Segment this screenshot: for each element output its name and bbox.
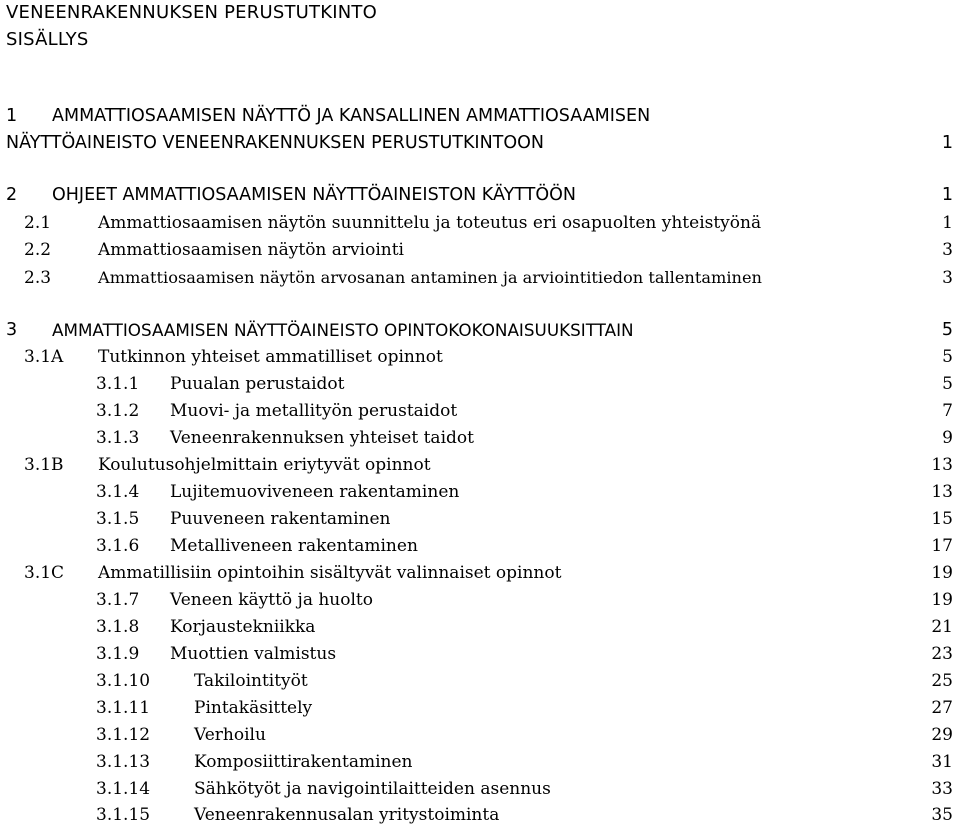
toc-entry-number: 3.1.10 bbox=[96, 671, 151, 691]
toc-entry-title: Tutkinnon yhteiset ammatilliset opinnot bbox=[98, 347, 443, 367]
toc-entry-page: 19 bbox=[931, 590, 953, 610]
toc-entry-title: AMMATTIOSAAMISEN NÄYTTÖAINEISTO OPINTOKOKONAISUUKSITTAIN bbox=[52, 320, 634, 340]
toc-entry-title: OHJEET AMMATTIOSAAMISEN NÄYTTÖAINEISTON KÄYTTÖÖN bbox=[52, 185, 576, 205]
toc-entry-title: Metalliveneen rakentaminen bbox=[170, 536, 418, 556]
toc-entry-number: 3.1.14 bbox=[96, 779, 151, 799]
toc-entry-title: Veneenrakennuksen yhteiset taidot bbox=[170, 428, 474, 448]
toc-entry-title: Korjaustekniikka bbox=[170, 617, 316, 637]
toc-entry-title: Pintakäsittely bbox=[194, 698, 313, 718]
toc-entry-title: Koulutusohjelmittain eriytyvät opinnot bbox=[98, 455, 431, 475]
toc-entry-page: 5 bbox=[941, 320, 953, 340]
toc-entry-page: 35 bbox=[931, 805, 953, 825]
toc-entry-page: 21 bbox=[931, 617, 953, 637]
toc-entry-title: Puualan perustaidot bbox=[170, 374, 345, 394]
toc-entry-number: 3.1.6 bbox=[96, 536, 140, 556]
toc-entry-title: Muottien valmistus bbox=[170, 644, 337, 664]
toc-entry-page: 1 bbox=[941, 133, 953, 153]
toc-entry-page: 1 bbox=[941, 185, 953, 205]
toc-entry-page: 17 bbox=[931, 536, 953, 556]
toc-entry-title: Puuveneen rakentaminen bbox=[170, 509, 391, 529]
toc-entry-page: 19 bbox=[931, 563, 953, 583]
toc-heading: SISÄLLYS bbox=[6, 29, 89, 50]
toc-entry-page: 27 bbox=[931, 698, 953, 718]
toc-entry-number: 3.1.3 bbox=[96, 428, 140, 448]
toc-entry-number: 3.1.9 bbox=[96, 644, 140, 664]
toc-entry-title-continued: NÄYTTÖAINEISTO VENEENRAKENNUKSEN PERUSTUTKINTOON bbox=[6, 133, 545, 153]
toc-entry-page: 33 bbox=[931, 779, 953, 799]
toc-entry-title: Verhoilu bbox=[194, 725, 266, 745]
toc-entry-title: Veneenrakennusalan yritystoiminta bbox=[194, 805, 500, 825]
toc-entry-title: Sähkötyöt ja navigointilaitteiden asennus bbox=[194, 779, 551, 799]
toc-entry-page: 9 bbox=[942, 428, 953, 448]
toc-entry-title: Muovi- ja metallityön perustaidot bbox=[170, 401, 458, 421]
toc-entry-title: Lujitemuoviveneen rakentaminen bbox=[170, 482, 460, 502]
toc-entry-page: 29 bbox=[931, 725, 953, 745]
toc-entry-title: Komposiittirakentaminen bbox=[194, 752, 413, 772]
toc-entry-number: 2 bbox=[6, 185, 18, 205]
toc-entry-title: Veneen käyttö ja huolto bbox=[170, 590, 373, 610]
toc-entry-page: 15 bbox=[931, 509, 953, 529]
toc-entry-page: 31 bbox=[931, 752, 953, 772]
toc-entry-number: 3.1.15 bbox=[96, 805, 151, 825]
toc-entry-number: 2.3 bbox=[24, 268, 52, 288]
toc-entry-page: 7 bbox=[942, 401, 953, 421]
toc-entry-title: Takilointityöt bbox=[194, 671, 308, 691]
toc-entry-title: Ammattiosaamisen näytön arvosanan antaminen ja arviointitiedon tallentaminen bbox=[98, 268, 762, 287]
toc-entry-number: 3.1A bbox=[24, 347, 64, 367]
toc-entry-title: Ammattiosaamisen näytön suunnittelu ja toteutus eri osapuolten yhteistyönä bbox=[98, 213, 762, 233]
toc-entry-number: 3.1.7 bbox=[96, 590, 140, 610]
document-title: VENEENRAKENNUKSEN PERUSTUTKINTO bbox=[6, 2, 377, 23]
toc-entry-number: 2.2 bbox=[24, 240, 52, 260]
toc-entry-number: 3 bbox=[6, 320, 18, 340]
toc-entry-page: 13 bbox=[931, 482, 953, 502]
toc-entry-title: Ammatillisiin opintoihin sisältyvät valinnaiset opinnot bbox=[98, 563, 562, 583]
toc-entry-number: 3.1.2 bbox=[96, 401, 140, 421]
toc-entry-page: 3 bbox=[942, 240, 953, 260]
toc-entry-number: 3.1.4 bbox=[96, 482, 140, 502]
toc-entry-page: 23 bbox=[931, 644, 953, 664]
toc-entry-number: 2.1 bbox=[24, 213, 52, 233]
toc-entry-number: 3.1.13 bbox=[96, 752, 151, 772]
toc-entry-title: AMMATTIOSAAMISEN NÄYTTÖ JA KANSALLINEN AMMATTIOSAAMISEN bbox=[52, 106, 651, 126]
toc-entry-page: 1 bbox=[942, 213, 953, 233]
toc-entry-number: 3.1.5 bbox=[96, 509, 140, 529]
toc-entry-number: 1 bbox=[6, 106, 18, 126]
toc-entry-page: 5 bbox=[942, 374, 953, 394]
toc-entry-number: 3.1.12 bbox=[96, 725, 151, 745]
toc-entry-page: 13 bbox=[931, 455, 953, 475]
toc-entry-number: 3.1.1 bbox=[96, 374, 140, 394]
toc-entry-page: 25 bbox=[931, 671, 953, 691]
toc-entry-title: Ammattiosaamisen näytön arviointi bbox=[98, 240, 404, 260]
toc-entry-number: 3.1.11 bbox=[96, 698, 151, 718]
toc-entry-number: 3.1.8 bbox=[96, 617, 140, 637]
toc-entry-page: 5 bbox=[942, 347, 953, 367]
toc-entry-number: 3.1C bbox=[24, 563, 65, 583]
toc-entry-number: 3.1B bbox=[24, 455, 64, 475]
toc-entry-page: 3 bbox=[942, 268, 953, 288]
